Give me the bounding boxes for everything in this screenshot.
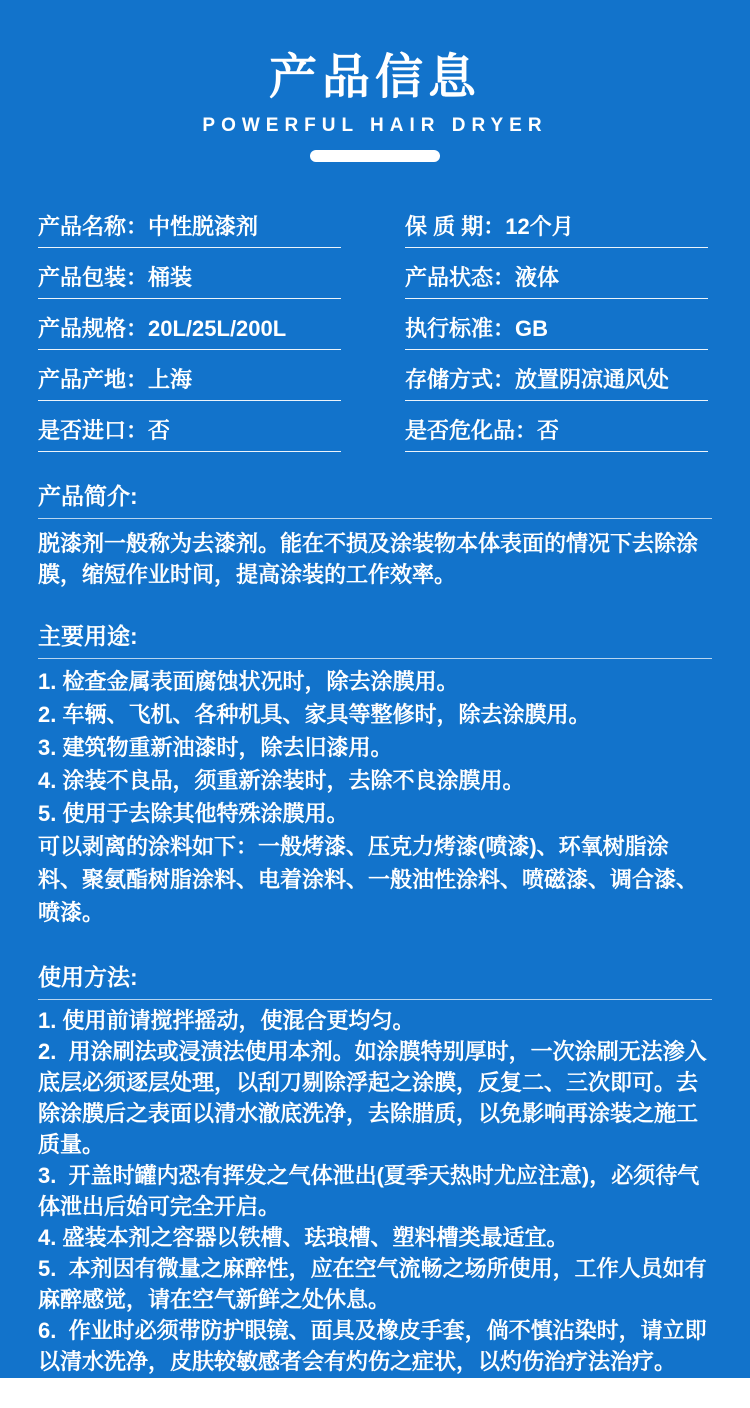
spec-label: 存储方式： [405,367,516,392]
spec-standard [405,316,708,350]
spec-origin [38,367,341,401]
page-title: 产品信息 [268,51,481,104]
section-intro-heading: 产品简介: [38,482,712,519]
spec-label: 是否进口： [38,418,149,443]
spec-value: 中性脱漆剂 [148,214,259,239]
spec-label: 产品包装： [38,265,149,290]
section-product-intro [0,482,750,590]
usage-item-4: 4. 盛装本剂之容器以铁槽、珐琅槽、塑料槽类最适宜。 [38,1225,569,1250]
spec-value: 桶装 [148,265,193,290]
spec-value: 12个月 [505,214,574,239]
spec-storage [405,367,708,401]
section-usage-method [0,963,750,1408]
spec-value: 否 [148,418,171,443]
spec-label: 产品名称： [38,214,149,239]
spec-hazardous [405,418,708,452]
usage-item-7: 7. 使用后，请将本剂盖好盖子储放于阴暗处尽量避免日光照射 [38,1380,635,1405]
uses-item-4: 4. 涂装不良品，须重新涂装时，去除不良涂膜用。 [38,768,525,793]
uses-item-strippable-paints: 可以剥离的涂料如下：一般烤漆、压克力烤漆(喷漆)、环氧树脂涂料、聚氨酯树脂涂料、电着涂料、一般油性涂料、喷磁漆、调合漆、喷漆。 [38,834,699,925]
usage-item-6: 6. 作业时必须带防护眼镜、面具及橡皮手套，倘不慎沾染时，请立即以清水洗净，皮肤较敏感者会有灼伤之症状，以灼伤治疗法治疗。 [38,1318,707,1374]
spec-packaging [38,265,341,299]
uses-item-1: 1. 检查金属表面腐蚀状况时，除去涂膜用。 [38,669,459,694]
spec-label: 产品产地： [38,367,149,392]
usage-list [38,1005,712,1408]
spec-value: 放置阴凉通风处 [515,367,670,392]
spec-label: 保 质 期： [405,214,506,239]
usage-item-3: 3. 开盖时罐内恐有挥发之气体泄出(夏季天热时尤应注意)，必须待气体泄出后始可完全开启。 [38,1163,700,1219]
spec-value: 上海 [148,367,193,392]
usage-item-1: 1. 使用前请搅拌摇动，使混合更均匀。 [38,1008,415,1033]
page-subtitle: POWERFUL HAIR DRYER [202,115,548,136]
spec-value: 否 [537,418,560,443]
title-underline-bar [310,150,440,162]
uses-list [38,665,712,929]
section-usage-heading: 使用方法: [38,963,712,1000]
spec-label: 执行标准： [405,316,516,341]
spec-value: GB [515,316,549,341]
usage-item-5: 5. 本剂因有微量之麻醉性，应在空气流畅之场所使用，工作人员如有麻醉感觉，请在空气新鲜之处休息。 [38,1256,707,1312]
uses-item-5: 5. 使用于去除其他特殊涂膜用。 [38,801,349,826]
header [0,0,750,162]
uses-item-2: 2. 车辆、飞机、各种机具、家具等整修时，除去涂膜用。 [38,702,591,727]
spec-state [405,265,708,299]
spec-imported [38,418,341,452]
spec-product-name [38,214,341,248]
spec-value: 液体 [515,265,560,290]
uses-item-3: 3. 建筑物重新油漆时，除去旧漆用。 [38,735,393,760]
spec-specification [38,316,341,350]
spec-label: 产品规格： [38,316,149,341]
usage-item-2: 2. 用涂刷法或浸渍法使用本剂。如涂膜特别厚时，一次涂刷无法渗入底层必须逐层处理，以刮刀剔除浮起之涂膜，反复二、三次即可。去除涂膜后之表面以清水澈底洗净，去除腊质，以免影响再涂装之施工质量。 [38,1039,707,1157]
section-intro-paragraph: 脱漆剂一般称为去漆剂。能在不损及涂装物本体表面的情况下去除涂膜，缩短作业时间，提高涂装的工作效率。 [38,531,699,587]
section-main-uses [0,622,750,929]
spec-label: 产品状态： [405,265,516,290]
spec-value: 20L/25L/200L [148,316,287,341]
spec-label: 是否危化品： [405,418,538,443]
spec-shelf-life [405,214,708,248]
spec-grid [0,162,750,452]
section-uses-heading: 主要用途: [38,622,712,659]
